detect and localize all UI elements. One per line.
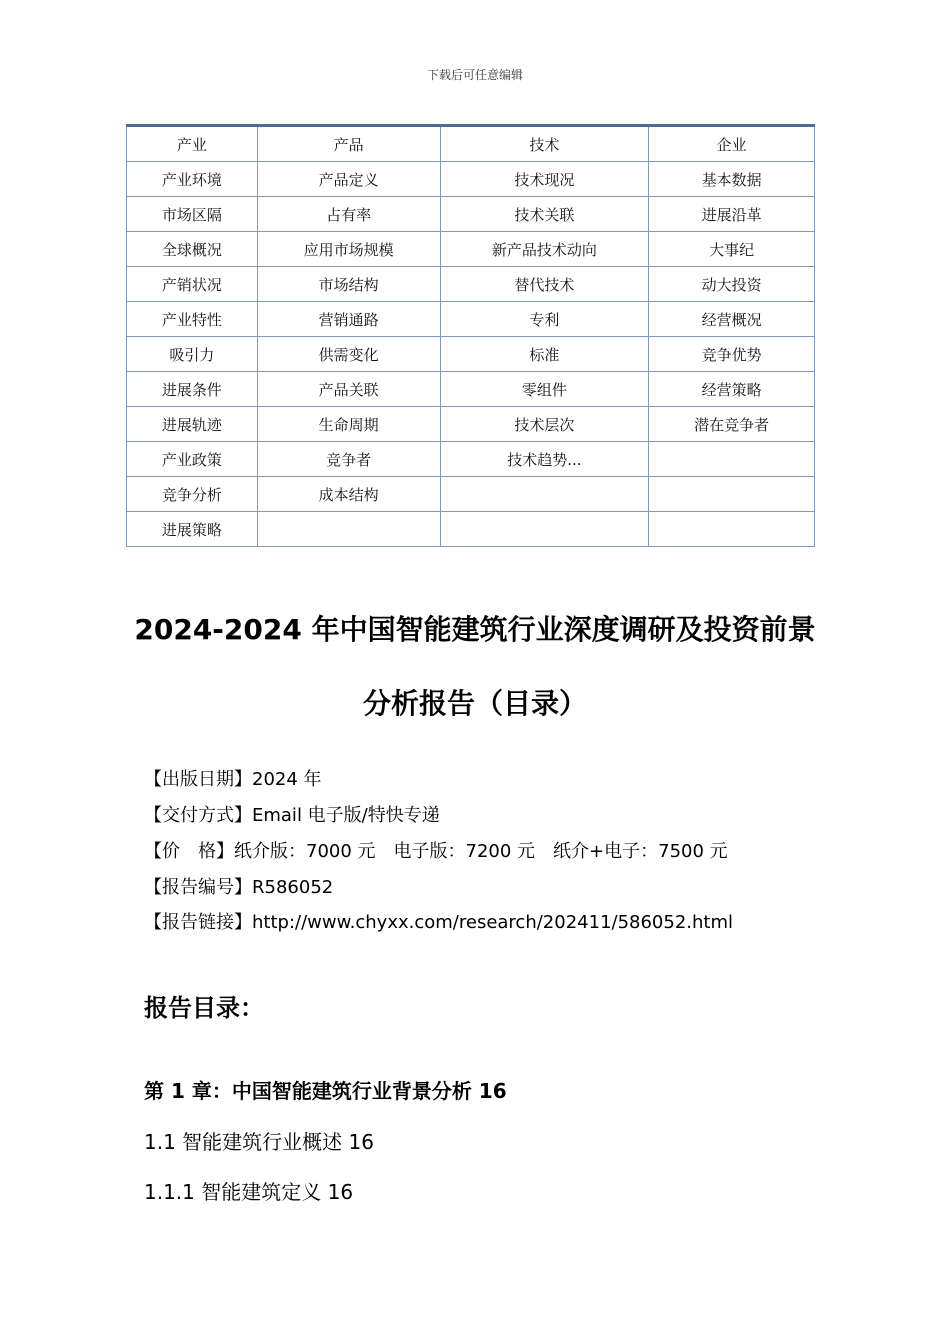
toc-section-1-1[interactable]: 1.1 智能建筑行业概述 16 xyxy=(144,1130,374,1154)
table-row xyxy=(127,372,815,407)
table-cell: 市场结构 xyxy=(257,267,440,302)
table-cell: 应用市场规模 xyxy=(257,232,440,267)
table-row xyxy=(127,337,815,372)
table-cell: 产业环境 xyxy=(127,162,258,197)
report-number: 【报告编号】R586052 xyxy=(144,877,334,898)
table-cell: 竞争者 xyxy=(257,442,440,477)
table-row xyxy=(127,197,815,232)
table-cell: 产销状况 xyxy=(127,267,258,302)
table-cell: 成本结构 xyxy=(257,477,440,512)
table-cell: 技术关联 xyxy=(440,197,649,232)
table-row xyxy=(127,302,815,337)
header-note: 下载后可任意编辑 xyxy=(426,68,523,82)
table-cell: 产品关联 xyxy=(257,372,440,407)
table-cell: 产品定义 xyxy=(257,162,440,197)
table-cell xyxy=(440,512,649,547)
table-row xyxy=(127,442,815,477)
table-cell: 潜在竞争者 xyxy=(649,407,815,442)
table-row xyxy=(127,407,815,442)
table-row xyxy=(127,162,815,197)
table-cell: 产业政策 xyxy=(127,442,258,477)
table-cell: 产业特性 xyxy=(127,302,258,337)
table-cell: 替代技术 xyxy=(440,267,649,302)
toc-heading: 报告目录： xyxy=(144,994,264,1022)
table-cell xyxy=(257,512,440,547)
report-title-line-2: 分析报告（目录） xyxy=(362,687,587,720)
table-cell: 全球概况 xyxy=(127,232,258,267)
table-row xyxy=(127,512,815,547)
publish-date: 【出版日期】2024 年 xyxy=(144,769,322,790)
table-cell: 经营概况 xyxy=(649,302,815,337)
industry-matrix-table xyxy=(126,124,815,547)
table-row xyxy=(127,232,815,267)
table-cell: 技术层次 xyxy=(440,407,649,442)
table-cell: 占有率 xyxy=(257,197,440,232)
table-cell: 产品 xyxy=(257,126,440,162)
table-cell: 进展策略 xyxy=(127,512,258,547)
table-cell: 零组件 xyxy=(440,372,649,407)
table-cell xyxy=(649,512,815,547)
delivery-method: 【交付方式】Email 电子版/特快专递 xyxy=(144,805,440,826)
table-cell xyxy=(440,477,649,512)
table-cell: 吸引力 xyxy=(127,337,258,372)
table-cell: 产业 xyxy=(127,126,258,162)
table-cell: 营销通路 xyxy=(257,302,440,337)
table-cell: 市场区隔 xyxy=(127,197,258,232)
table-cell: 技术趋势... xyxy=(440,442,649,477)
table-cell: 新产品技术动向 xyxy=(440,232,649,267)
table-cell: 竞争分析 xyxy=(127,477,258,512)
table-row xyxy=(127,267,815,302)
table-cell: 标准 xyxy=(440,337,649,372)
table-cell: 生命周期 xyxy=(257,407,440,442)
table-cell: 技术现况 xyxy=(440,162,649,197)
price-info: 【价 格】纸介版：7000 元 电子版：7200 元 纸介+电子：7500 元 xyxy=(144,841,728,862)
table-cell: 专利 xyxy=(440,302,649,337)
table-row xyxy=(127,477,815,512)
toc-chapter-1[interactable]: 第 1 章：中国智能建筑行业背景分析 16 xyxy=(144,1079,507,1103)
table-cell: 进展沿革 xyxy=(649,197,815,232)
table-cell: 进展轨迹 xyxy=(127,407,258,442)
table-cell: 供需变化 xyxy=(257,337,440,372)
toc-section-1-1-1[interactable]: 1.1.1 智能建筑定义 16 xyxy=(144,1180,354,1204)
table-cell: 企业 xyxy=(649,126,815,162)
table-cell: 竞争优势 xyxy=(649,337,815,372)
table-cell: 技术 xyxy=(440,126,649,162)
table-cell: 经营策略 xyxy=(649,372,815,407)
table-cell: 大事纪 xyxy=(649,232,815,267)
table-header-row xyxy=(127,126,815,162)
table-cell xyxy=(649,477,815,512)
report-title-line-1: 2024-2024 年中国智能建筑行业深度调研及投资前景 xyxy=(134,613,816,646)
table-cell xyxy=(649,442,815,477)
table-cell: 基本数据 xyxy=(649,162,815,197)
table-cell: 动大投资 xyxy=(649,267,815,302)
table-cell: 进展条件 xyxy=(127,372,258,407)
report-link[interactable]: 【报告链接】http://www.chyxx.com/research/202411/586052.html xyxy=(144,912,734,933)
